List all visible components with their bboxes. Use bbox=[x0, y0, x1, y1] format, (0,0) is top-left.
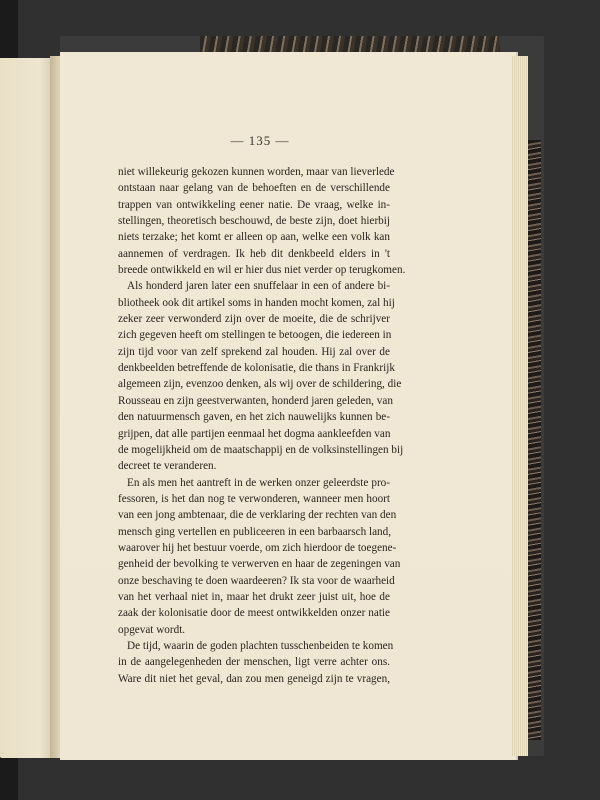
text-line: aannemen of verdragen. Ik heb dit denkbeeld elders in 't bbox=[118, 247, 390, 260]
text-line: opgevat wordt. bbox=[118, 623, 186, 636]
text-line: van het verhaal niet in, maar het drukt zeer juist uit, hoe de bbox=[118, 590, 390, 603]
text-line: De tijd, waarin de goden plachten tusschenbeiden te komen bbox=[127, 639, 394, 652]
text-line: zeker zeer verwonderd zijn over de moeite, die de schrijver bbox=[118, 313, 390, 326]
text-line: van een jong ambtenaar, die de verklaring der rechten van den bbox=[118, 509, 397, 522]
left-page bbox=[0, 58, 56, 758]
text-line: trappen van ontwikkeling eener natie. De vraag, welke in- bbox=[118, 198, 390, 211]
text-line: mensch ging vertellen en publiceeren in een barbaarsch land, bbox=[118, 525, 392, 538]
text-line: onze beschaving te doen waardeeren? Ik sta voor de waarheid bbox=[118, 574, 395, 587]
text-line: Ware dit niet het geval, dan zou men geneigd zijn te vragen, bbox=[118, 672, 390, 685]
text-line: niet willekeurig gekozen kunnen worden, maar van lieverlede bbox=[118, 166, 395, 178]
text-line: bliotheek ook dit artikel soms in handen mocht komen, zal hij bbox=[118, 296, 395, 309]
text-line: Rousseau en zijn geestverwanten, honderd jaren geleden, van bbox=[118, 394, 393, 407]
page-number: — 135 — bbox=[230, 133, 290, 148]
text-line: de mogelijkheid om de maatschappij en de volksinstellingen bij bbox=[118, 443, 404, 456]
text-line: genheid der bevolking te verwerven en haar de zegeningen van bbox=[118, 558, 401, 571]
text-line: decreet te veranderen. bbox=[118, 460, 217, 473]
text-line: in de aangelegenheden der menschen, ligt verre achter ons. bbox=[118, 656, 390, 669]
text-line: En als men het aantreft in de werken onzer geleerdste pro- bbox=[127, 476, 390, 489]
text-line: Als honderd jaren later een snuffelaar in een of andere bi- bbox=[127, 280, 390, 293]
text-line: fessoren, is het dan nog te verwonderen, wanneer men hoort bbox=[118, 492, 390, 505]
text-line: zijn tijd voor van zelf sprekend zal houden. Hij zal over de bbox=[118, 345, 390, 358]
body-text bbox=[118, 164, 406, 687]
text-line: niets terzake; het komt er alleen op aan, welke een volk kan bbox=[118, 231, 390, 244]
text-line: stellingen, theoretisch beschouwd, de beste zijn, doet hierbij bbox=[118, 215, 390, 228]
text-line: ontstaan naar gelang van de behoeften en de verschillende bbox=[118, 182, 390, 195]
text-line: den natuurmensch gaven, en het zich nauwelijks kunnen be- bbox=[118, 411, 390, 424]
text-line: zaak der kolonisatie door de meest ontwikkelden onzer natie bbox=[118, 607, 390, 620]
text-line: denkbeelden betreffende de kolonisatie, die thans in Frankrijk bbox=[118, 362, 395, 375]
page-edges bbox=[512, 56, 528, 756]
text-line: breede ontwikkeld en wil er hier dus niet verder op terugkomen. bbox=[118, 264, 406, 277]
text-line: waarover hij het bestuur voerde, om zich hierdoor de toegene- bbox=[118, 541, 397, 554]
text-line: zich gegeven heeft om stellingen te betoogen, die iedereen in bbox=[118, 329, 392, 342]
marbled-cover-top bbox=[200, 36, 500, 52]
text-line: grijpen, dat alle partijen eenmaal het dogma aankleefden van bbox=[118, 427, 391, 440]
marbled-cover-edge bbox=[527, 140, 541, 740]
text-line: algemeen zijn, evenzoo denken, als wij over de schildering, die bbox=[118, 378, 402, 391]
